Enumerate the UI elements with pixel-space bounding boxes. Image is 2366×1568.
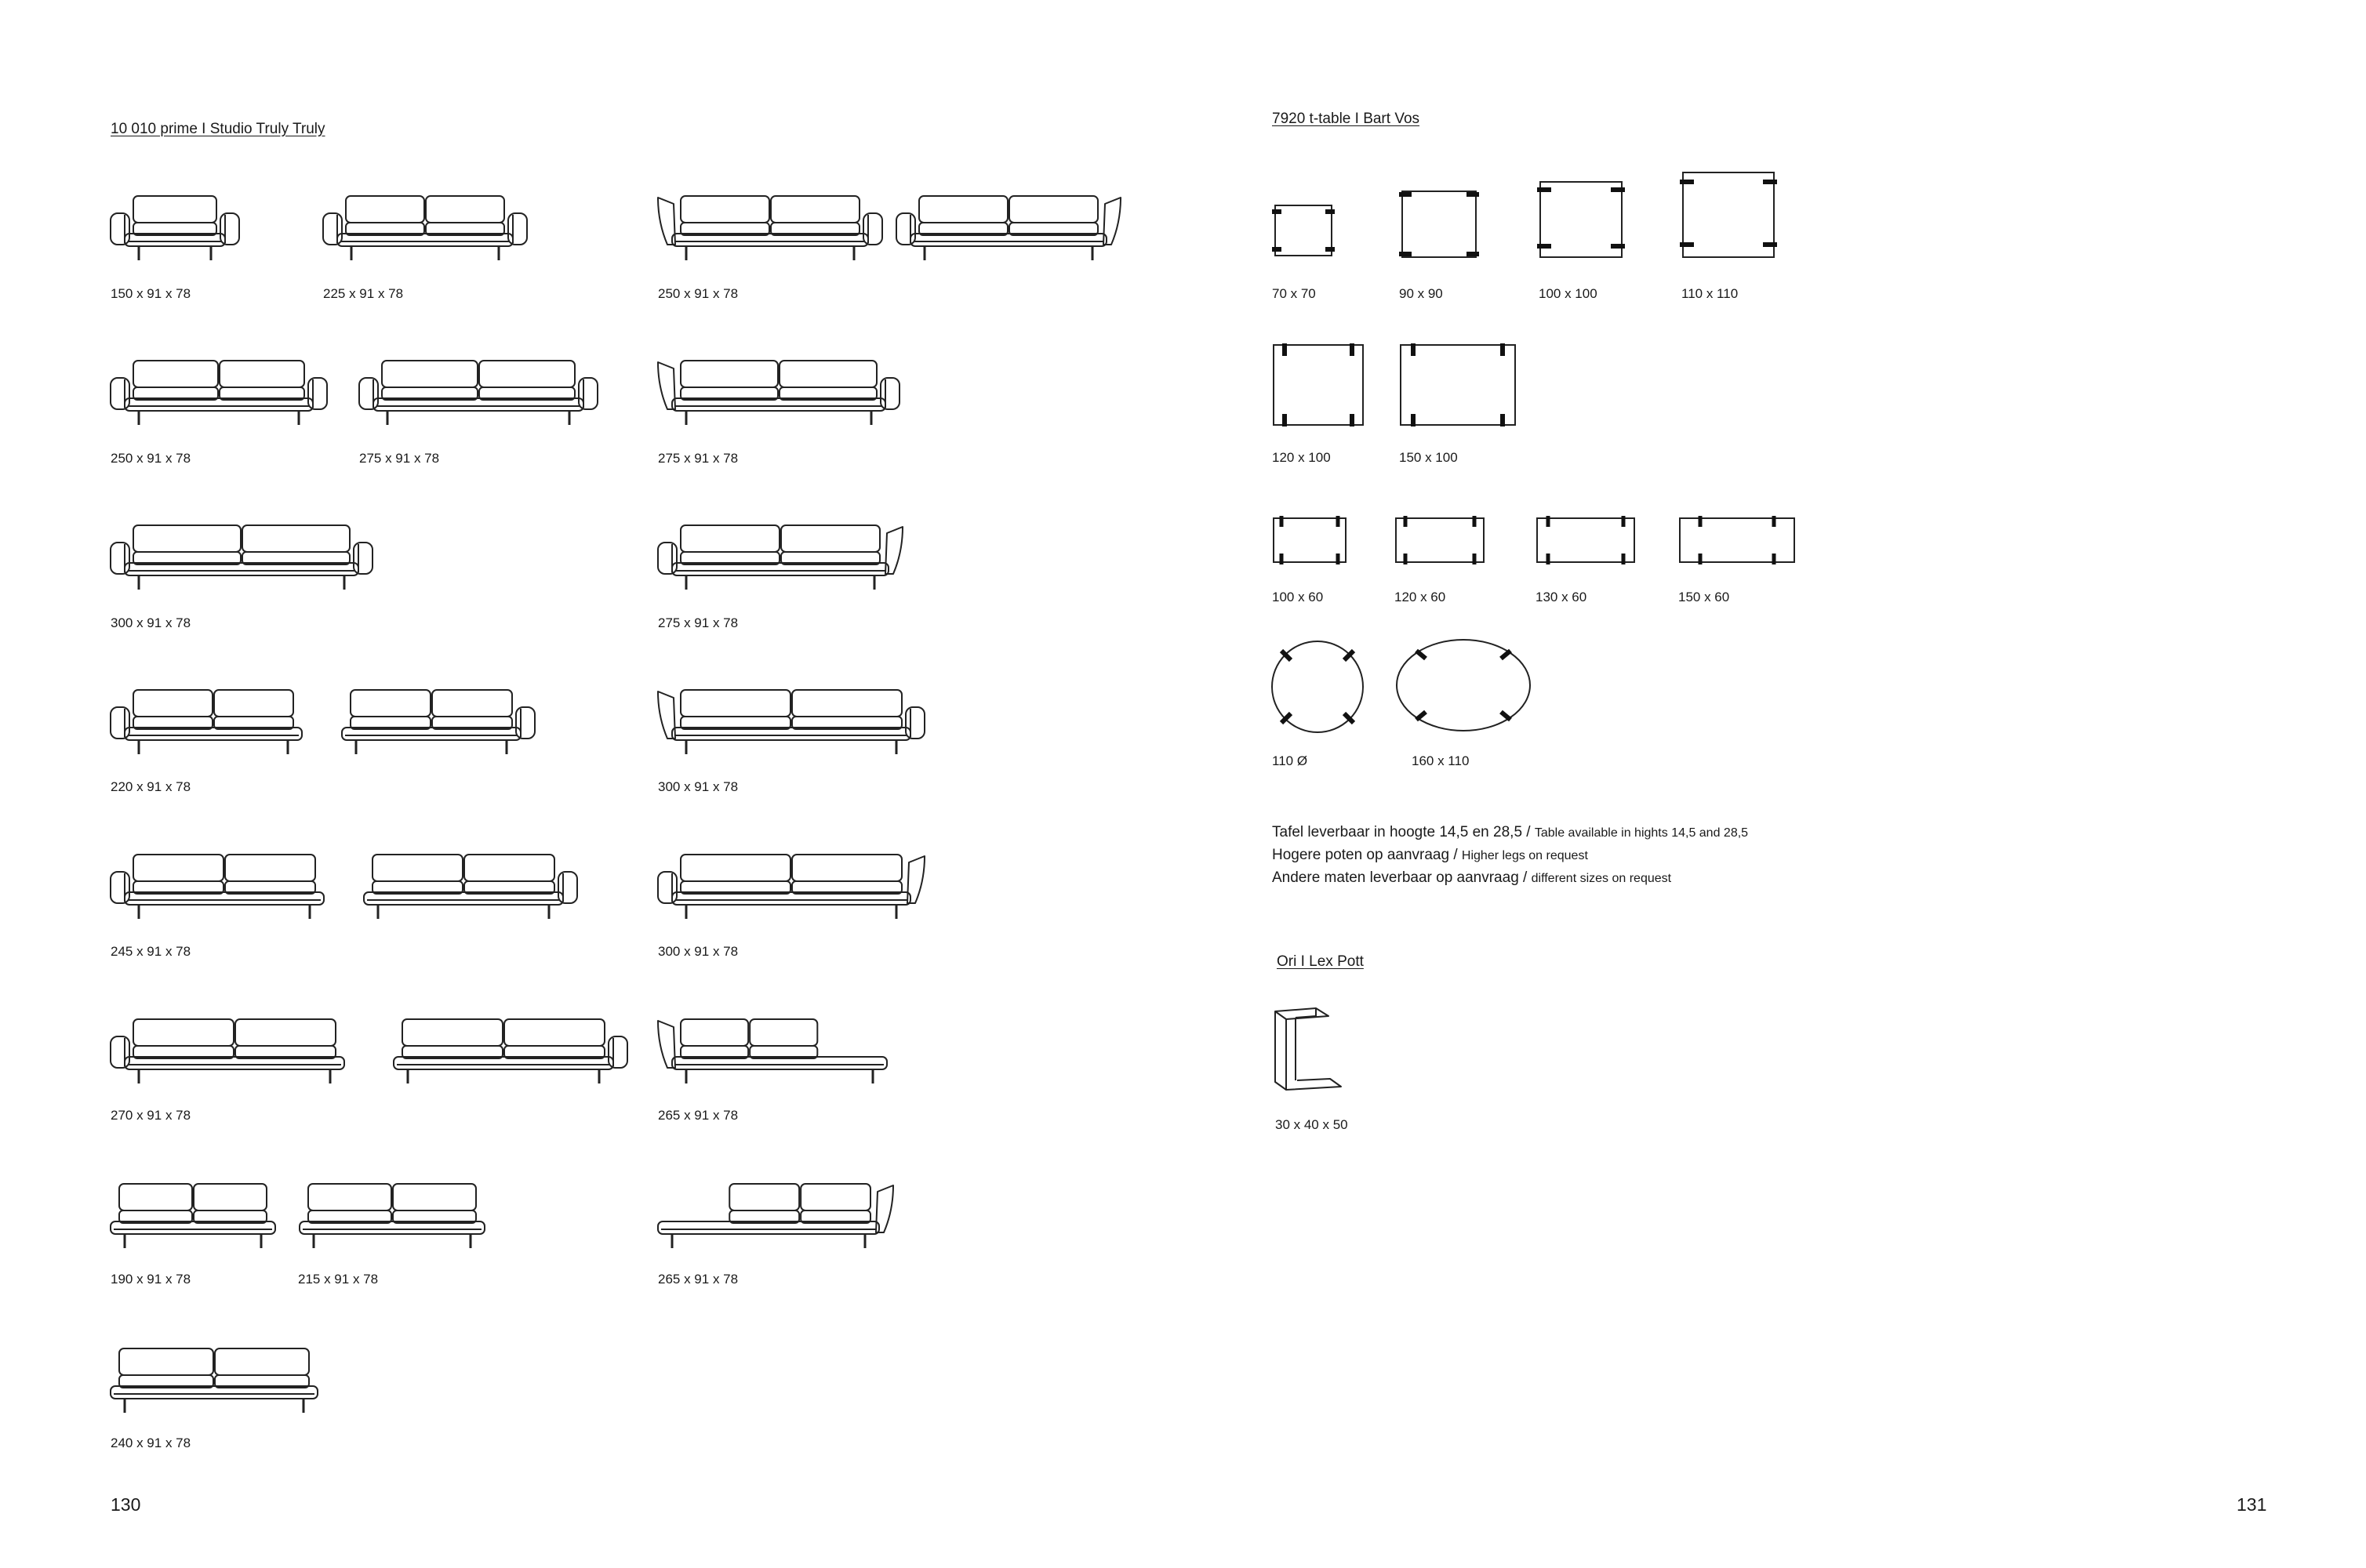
- table-narrow-100x60-icon: [1272, 516, 1347, 564]
- table-narrow-130x60-icon: [1536, 516, 1636, 564]
- sofa-icon: [650, 517, 910, 596]
- table-square-110-icon: [1680, 169, 1777, 260]
- sofa-caption: 245 x 91 x 78: [111, 944, 191, 959]
- table-rect-150x100-icon: [1399, 343, 1517, 426]
- ori-size-caption: 30 x 40 x 50: [1275, 1117, 1348, 1132]
- table-square-70-icon: [1272, 202, 1335, 259]
- page-number-right: 131: [2237, 1494, 2267, 1515]
- table-notes: [1272, 822, 1748, 890]
- table-narrow-120x60-icon: [1394, 516, 1485, 564]
- sofa-icon: [103, 1341, 325, 1419]
- table-square-90-icon: [1399, 188, 1479, 260]
- sofa-icon: [103, 517, 380, 596]
- table-round-110-icon: [1269, 638, 1366, 735]
- sofa-caption: 215 x 91 x 78: [298, 1272, 379, 1287]
- sofa-icon: [386, 1011, 635, 1090]
- sofa-icon: [356, 847, 585, 925]
- table-size-caption: 110 Ø: [1272, 753, 1308, 768]
- sofa-caption: 300 x 91 x 78: [111, 615, 191, 630]
- sofa-caption: 190 x 91 x 78: [111, 1272, 191, 1287]
- sofa-icon: [103, 1011, 352, 1090]
- sofa-icon: [650, 188, 890, 267]
- table-size-caption: 120 x 100: [1272, 450, 1331, 465]
- sofa-section-heading: 10 010 prime I Studio Truly Truly: [111, 121, 325, 137]
- table-size-caption: 70 x 70: [1272, 286, 1316, 301]
- ori-section-heading: Ori I Lex Pott: [1277, 953, 1364, 970]
- sofa-icon: [103, 847, 332, 925]
- sofa-icon: [650, 353, 907, 431]
- sofa-caption: 300 x 91 x 78: [658, 779, 739, 794]
- table-size-caption: 150 x 100: [1399, 450, 1458, 465]
- sofa-caption: 250 x 91 x 78: [111, 451, 191, 466]
- sofa-caption: 275 x 91 x 78: [658, 451, 739, 466]
- table-section-heading: 7920 t-table I Bart Vos: [1272, 111, 1420, 127]
- table-oval-160x110-icon: [1394, 637, 1532, 734]
- table-note: Andere maten leverbaar op aanvraag / different sizes on request: [1272, 869, 1672, 886]
- table-size-caption: 120 x 60: [1394, 590, 1446, 604]
- sofa-icon: [650, 1176, 901, 1254]
- table-narrow-150x60-icon: [1678, 516, 1796, 564]
- sofa-caption: 150 x 91 x 78: [111, 286, 191, 301]
- table-size-caption: 130 x 60: [1536, 590, 1587, 604]
- sofa-caption: 270 x 91 x 78: [111, 1108, 191, 1123]
- sofa-icon: [103, 682, 310, 760]
- table-size-caption: 100 x 60: [1272, 590, 1324, 604]
- page-number-left: 130: [111, 1494, 141, 1515]
- sofa-icon: [650, 847, 932, 925]
- table-size-caption: 150 x 60: [1678, 590, 1730, 604]
- table-size-caption: 160 x 110: [1412, 753, 1470, 768]
- sofa-caption: 240 x 91 x 78: [111, 1436, 191, 1450]
- table-note: Tafel leverbaar in hoogte 14,5 en 28,5 / Table available in hights 14,5 and 28,5: [1272, 824, 1749, 840]
- sofa-icon: [103, 353, 335, 431]
- sofa-caption: 265 x 91 x 78: [658, 1108, 739, 1123]
- sofa-caption: 275 x 91 x 78: [359, 451, 440, 466]
- sofa-caption: 275 x 91 x 78: [658, 615, 739, 630]
- sofa-icon: [292, 1176, 492, 1254]
- table-size-caption: 90 x 90: [1399, 286, 1443, 301]
- sofa-icon: [315, 188, 535, 267]
- table-size-caption: 110 x 110: [1681, 286, 1739, 301]
- sofa-icon: [351, 353, 605, 431]
- table-note: Hogere poten op aanvraag / Higher legs on request: [1272, 847, 1588, 863]
- table-rect-120x100-icon: [1272, 343, 1365, 426]
- sofa-caption: 300 x 91 x 78: [658, 944, 739, 959]
- ori-side-table-icon: [1272, 1005, 1346, 1094]
- sofa-icon: [650, 682, 932, 760]
- table-square-100-icon: [1537, 179, 1625, 260]
- sofa-caption: 220 x 91 x 78: [111, 779, 191, 794]
- table-size-caption: 100 x 100: [1539, 286, 1597, 301]
- sofa-caption: 265 x 91 x 78: [658, 1272, 739, 1287]
- sofa-icon: [650, 1011, 895, 1090]
- sofa-icon: [103, 1176, 283, 1254]
- sofa-caption: 250 x 91 x 78: [658, 286, 739, 301]
- sofa-icon: [334, 682, 543, 760]
- sofa-icon: [889, 188, 1128, 267]
- sofa-icon: [103, 188, 247, 267]
- sofa-caption: 225 x 91 x 78: [323, 286, 404, 301]
